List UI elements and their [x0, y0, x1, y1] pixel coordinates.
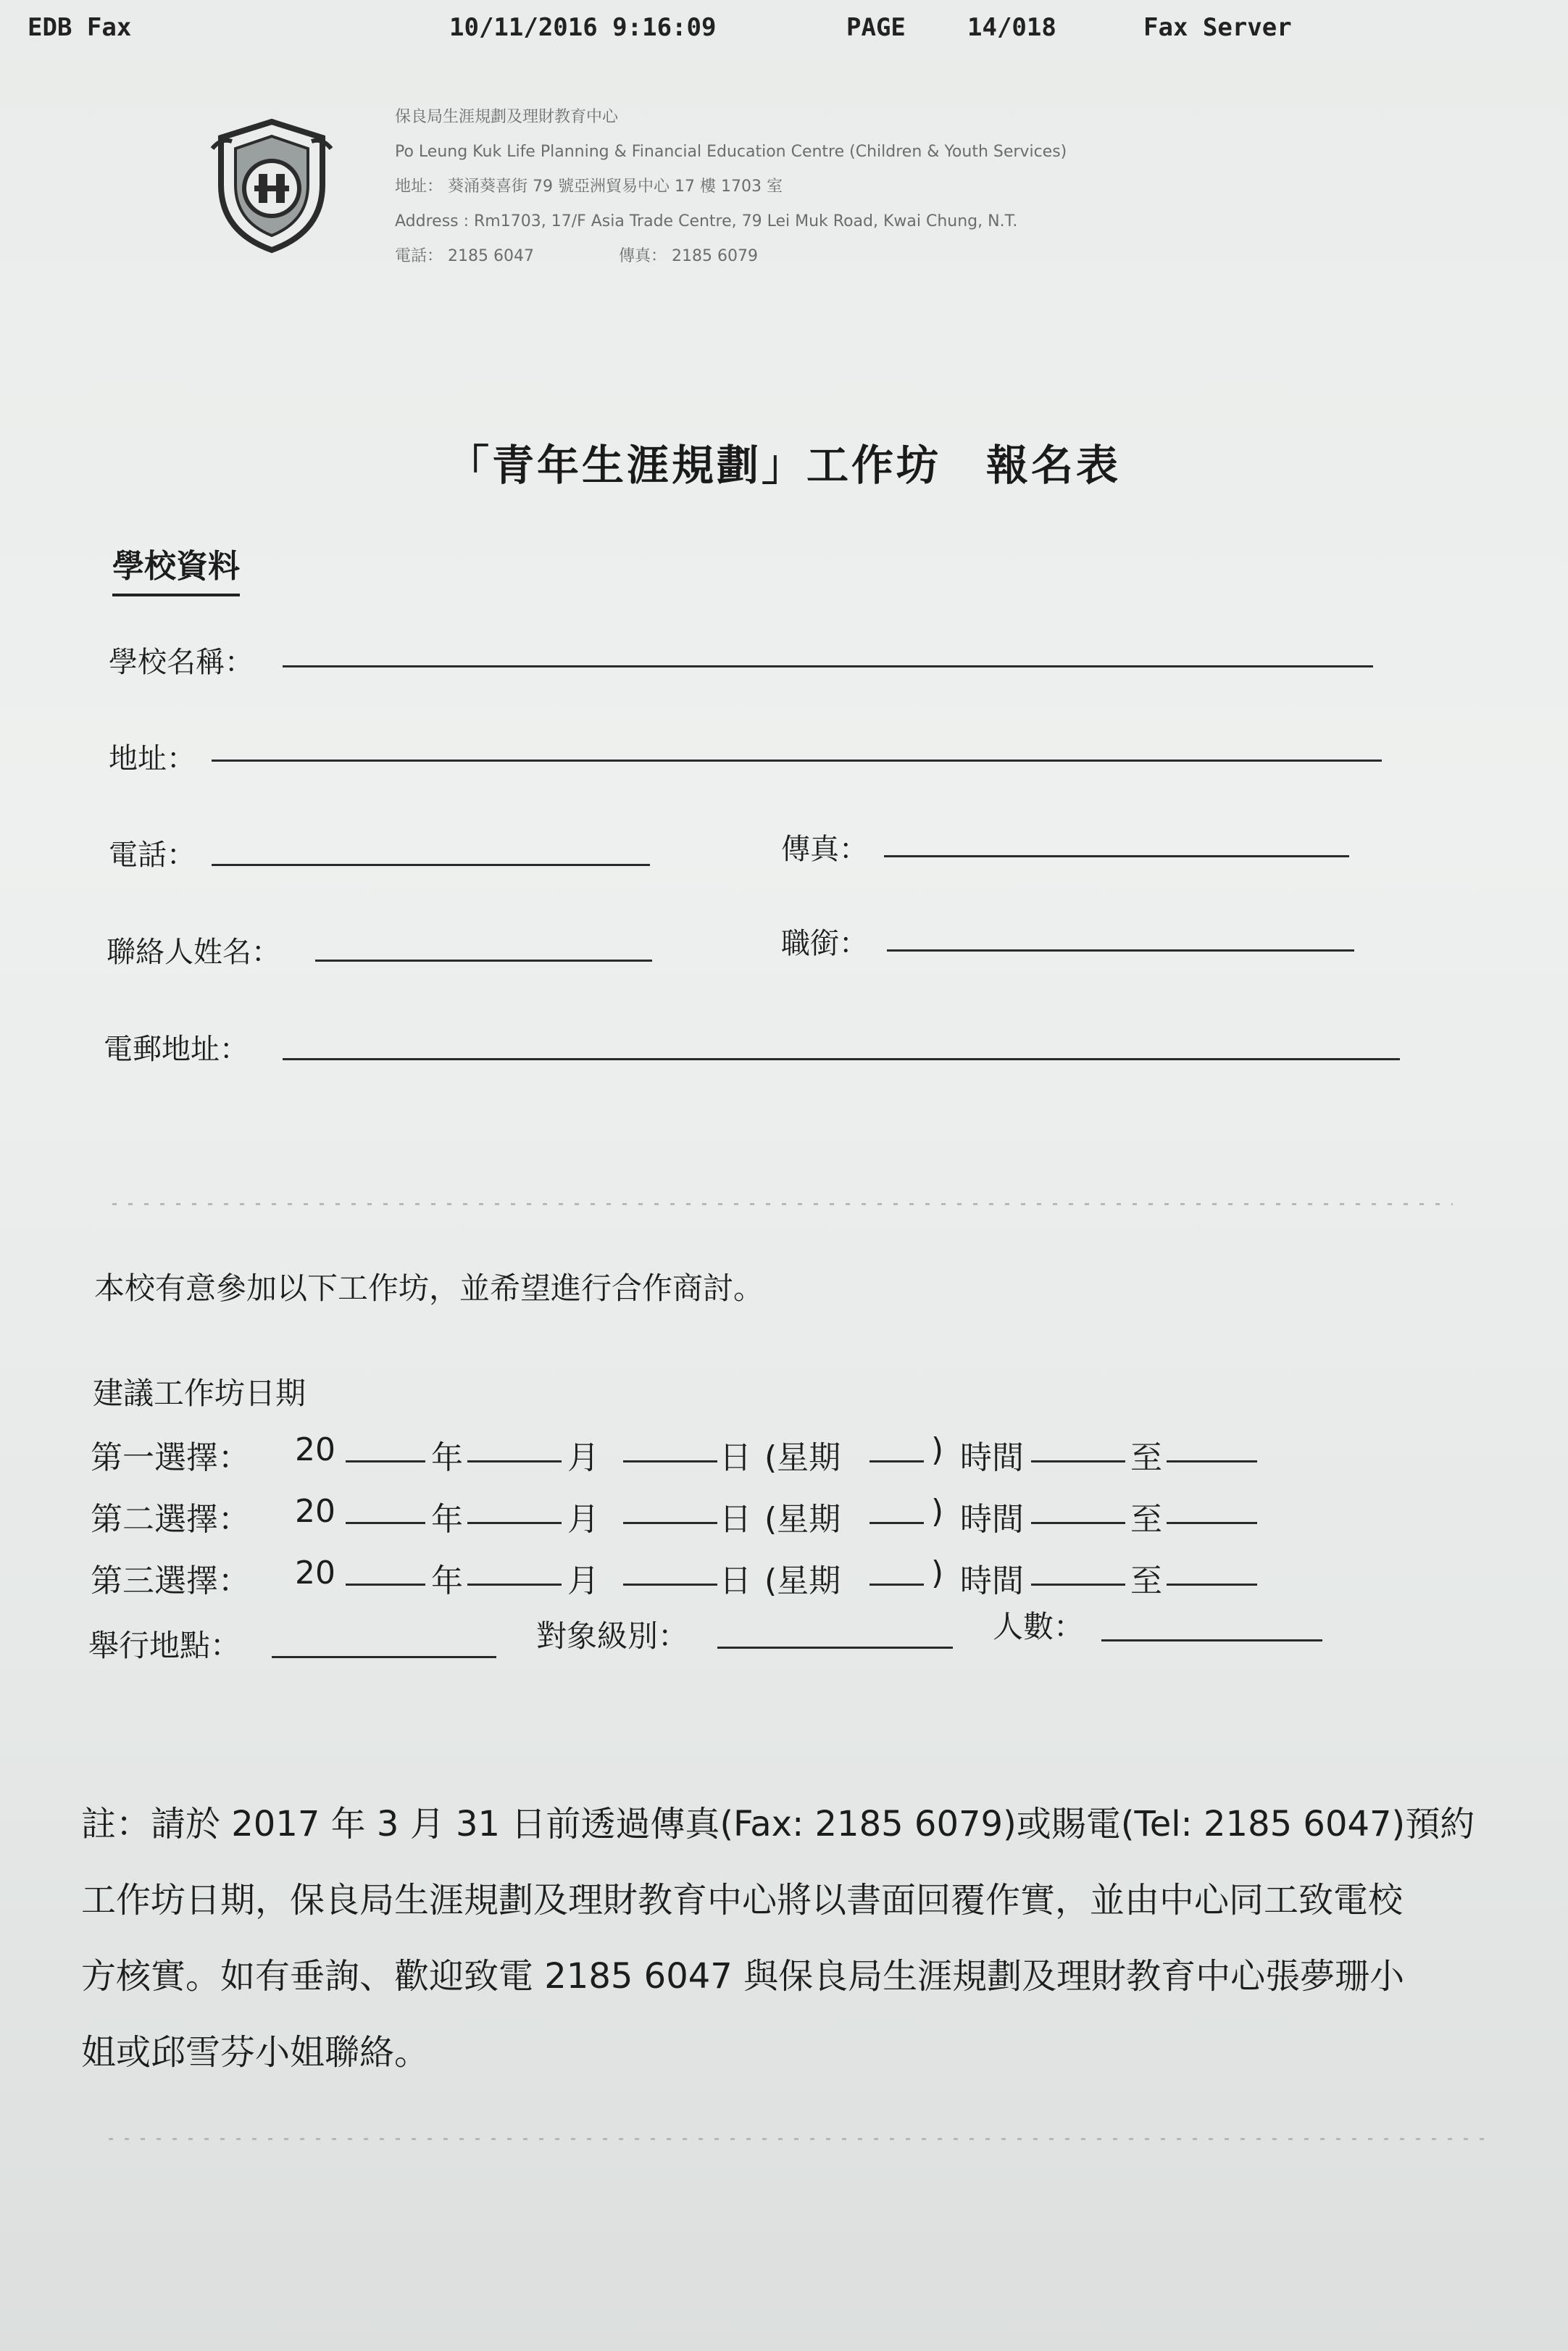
position-field[interactable]: [887, 949, 1354, 952]
org-fax: 2185 6079: [672, 247, 758, 265]
year-field[interactable]: [346, 1555, 425, 1586]
date-choice-label: 第二選擇：: [91, 1501, 250, 1538]
date-choice-label: 第一選擇：: [91, 1439, 250, 1476]
day-field[interactable]: [623, 1555, 717, 1586]
weekday-close: ): [931, 1493, 944, 1530]
day-text: 日: [720, 1439, 751, 1476]
date-choice-label: 第三選擇：: [91, 1563, 250, 1599]
letterhead: [395, 100, 1067, 274]
time-start-field[interactable]: [1031, 1555, 1125, 1586]
year-field[interactable]: [346, 1493, 425, 1524]
note-line: 姐或邱雪芬小姐聯絡。: [81, 2032, 430, 2073]
fax-field[interactable]: [884, 855, 1349, 857]
contact-name-label: 聯絡人姓名：: [107, 936, 280, 969]
time-end-field[interactable]: [1167, 1493, 1257, 1524]
month-field[interactable]: [467, 1431, 562, 1462]
fax-datetime: 10/11/2016 9:16:09: [449, 13, 717, 42]
org-name-en: Po Leung Kuk Life Planning & Financial Education Centre (Children & Youth Services): [395, 143, 1067, 161]
form-title: 「青年生涯規劃」工作坊 報名表: [446, 441, 1121, 490]
school-name-label: 學校名稱：: [109, 646, 254, 679]
scan-noise-footer: [109, 2138, 1485, 2140]
email-label: 電郵地址：: [104, 1033, 249, 1066]
note-line: 註：請於 2017 年 3 月 31 日前透過傳真(Fax: 2185 6079)或賜電(Tel: 2185 6047)預約: [81, 1804, 1475, 1844]
month-field[interactable]: [467, 1555, 562, 1586]
day-text: 日: [720, 1563, 751, 1599]
time-text: 時間: [960, 1563, 1024, 1599]
org-address-en: Address : Rm1703, 17/F Asia Trade Centre, 79 Lei Muk Road, Kwai Chung, N.T.: [395, 212, 1018, 230]
scan-noise-divider: [112, 1203, 1453, 1205]
to-text: 至: [1130, 1439, 1162, 1476]
intent-statement: 本校有意參加以下工作坊，並希望進行合作商討。: [94, 1270, 764, 1306]
fax-page-number: 14/018: [967, 13, 1056, 42]
position-label: 職銜：: [781, 927, 868, 960]
org-contact-row: [395, 239, 1067, 274]
venue-field[interactable]: [272, 1656, 496, 1658]
to-text: 至: [1130, 1501, 1162, 1538]
fax-page-label: PAGE: [846, 13, 906, 42]
time-start-field[interactable]: [1031, 1431, 1125, 1462]
weekday-close: ): [931, 1555, 944, 1591]
note-paragraph: [81, 1786, 1501, 2091]
year-text: 年: [431, 1563, 463, 1599]
dates-heading: 建議工作坊日期: [93, 1376, 306, 1411]
fax-header: [0, 13, 1568, 49]
org-tel: 2185 6047: [448, 247, 534, 265]
school-name-field[interactable]: [283, 665, 1373, 667]
fax-label: 傳真：: [781, 833, 868, 866]
time-text: 時間: [960, 1501, 1024, 1538]
weekday-text: (星期: [764, 1501, 841, 1538]
weekday-field[interactable]: [870, 1493, 924, 1524]
headcount-label: 人數：: [993, 1609, 1085, 1644]
po-leung-kuk-logo-icon: [207, 116, 337, 254]
month-text: 月: [567, 1439, 599, 1476]
year-prefix: 20: [295, 1555, 335, 1591]
year-text: 年: [431, 1501, 463, 1538]
weekday-text: (星期: [764, 1439, 841, 1476]
time-start-field[interactable]: [1031, 1493, 1125, 1524]
venue-label: 舉行地點：: [88, 1628, 241, 1663]
year-field[interactable]: [346, 1431, 425, 1462]
fax-source: EDB Fax: [28, 13, 132, 42]
headcount-field[interactable]: [1101, 1639, 1322, 1641]
school-section-heading: 學校資料: [112, 540, 240, 596]
note-line: 工作坊日期，保良局生涯規劃及理財教育中心將以書面回覆作實，並由中心同工致電校: [81, 1880, 1404, 1921]
org-name-zh: 保良局生涯規劃及理財教育中心: [395, 108, 619, 126]
target-level-label: 對象級別：: [536, 1618, 689, 1654]
month-text: 月: [567, 1501, 599, 1538]
time-text: 時間: [960, 1439, 1024, 1476]
weekday-field[interactable]: [870, 1555, 924, 1586]
weekday-field[interactable]: [870, 1431, 924, 1462]
phone-field[interactable]: [212, 864, 650, 866]
year-prefix: 20: [295, 1431, 335, 1468]
year-text: 年: [431, 1439, 463, 1476]
weekday-text: (星期: [764, 1563, 841, 1599]
time-end-field[interactable]: [1167, 1431, 1257, 1462]
day-text: 日: [720, 1501, 751, 1538]
month-field[interactable]: [467, 1493, 562, 1524]
org-address-zh-row: [395, 170, 1067, 204]
to-text: 至: [1130, 1563, 1162, 1599]
fax-server: Fax Server: [1143, 13, 1292, 42]
email-field[interactable]: [283, 1058, 1400, 1060]
time-end-field[interactable]: [1167, 1555, 1257, 1586]
weekday-close: ): [931, 1431, 944, 1468]
year-prefix: 20: [295, 1493, 335, 1530]
address-field[interactable]: [212, 760, 1382, 762]
contact-name-field[interactable]: [315, 960, 652, 962]
org-address-zh-label: 地址：: [395, 178, 443, 196]
day-field[interactable]: [623, 1431, 717, 1462]
org-address-zh: 葵涌葵喜街 79 號亞洲貿易中心 17 樓 1703 室: [448, 178, 783, 196]
note-line: 方核實。如有垂詢、歡迎致電 2185 6047 與保良局生涯規劃及理財教育中心張夢珊小: [81, 1956, 1405, 1997]
org-tel-label: 電話：: [395, 247, 443, 265]
org-fax-label: 傳真：: [619, 247, 667, 265]
day-field[interactable]: [623, 1493, 717, 1524]
phone-label: 電話：: [109, 839, 196, 872]
target-level-field[interactable]: [717, 1647, 953, 1649]
month-text: 月: [567, 1563, 599, 1599]
address-label: 地址：: [109, 742, 196, 775]
